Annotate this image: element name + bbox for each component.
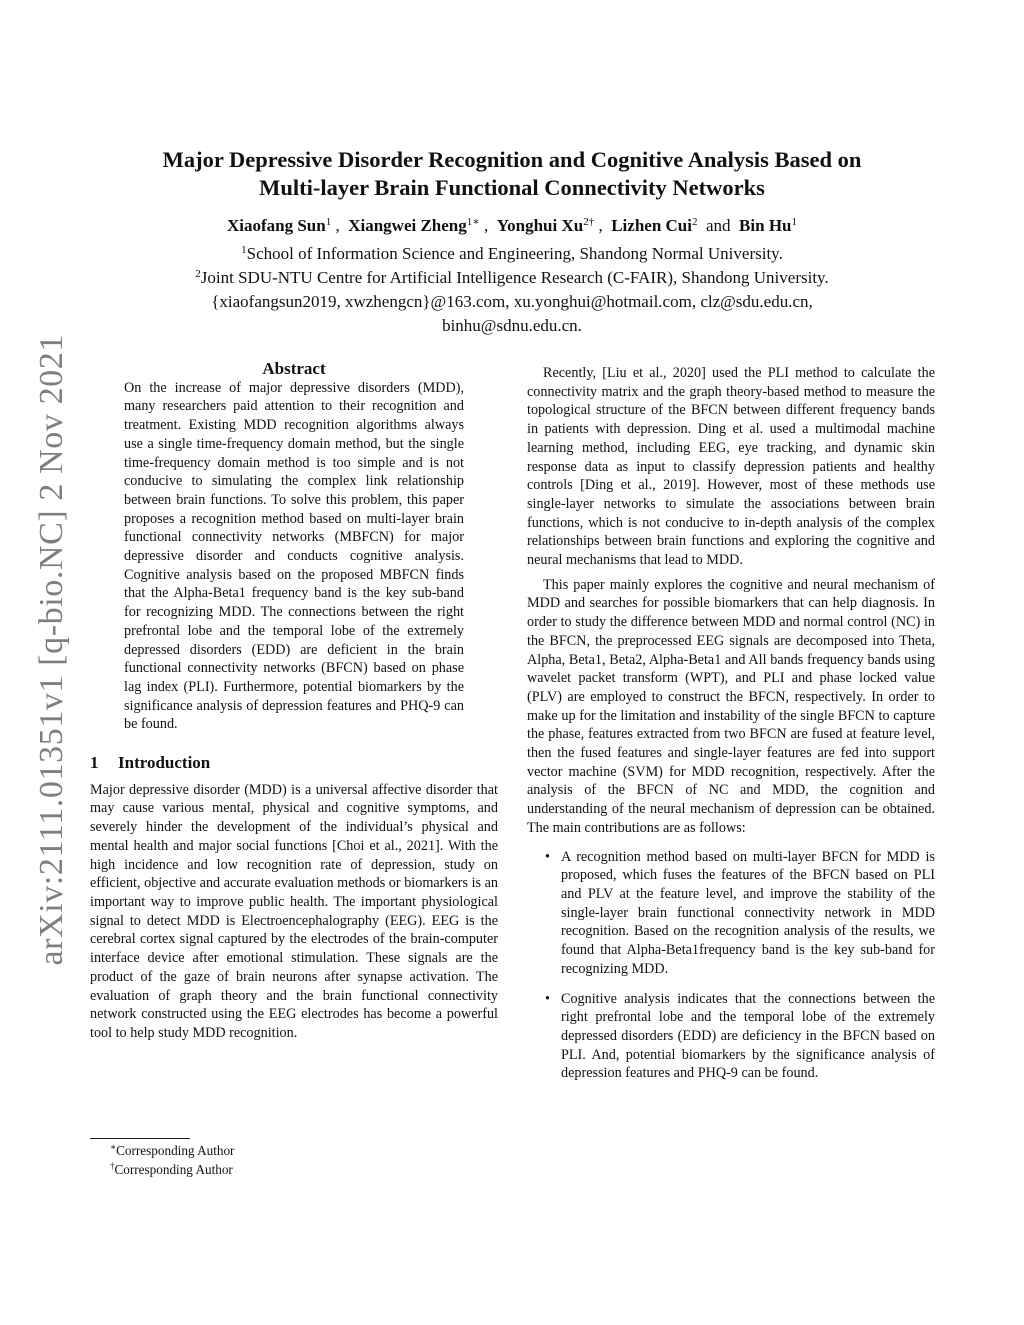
affiliation-line: $^1$School of Information Science and Engineering, Shandong Normal University. [241,244,783,263]
list-item: • A recognition method based on multi-layer BFCN for MDD is proposed, which fuses the features of the BFCN based on PLI and PLV at the feature level, and improve the stability of the single-layer brain functional connectivity network in MDD recognition. Based on the recognition analysis of the results, we found that Alpha-Beta1frequency band is the key sub-band for recognizing MDD. [545,848,935,977]
author-affil-mark: 1 [325,216,332,228]
abstract-heading: Abstract [262,359,326,378]
intro-paragraph: Major depressive disorder (MDD) is a universal affective disorder that may cause various mental, physical and cognitive symptoms, and severely hinder the development of the individual’s physical and mental health and major social functions [Choi et al., 2021]. With the high incidence and low recognition rate of depression, study on efficient, objective and accurate evaluation methods or biomarkers is an important way to improve public health. The important physiological signal to detect MDD is Electroencephalography (EEG). EEG is the cerebral cortex signal captured by the electrodes of the brain-computer interface device after emotional stimulation. These signals are the product of the gaze of brain neurons after synapse activation. The evaluation of graph theory and the brain functional connectivity network constructed using the EEG electrodes has become a powerful tool to help study MDD recognition. [90,781,498,1041]
author-affil-mark: 2† [583,216,595,228]
author-name: Lizhen Cui [611,216,692,235]
right-column [527,364,935,1094]
author-name: Xiaofang Sun [226,216,326,235]
left-column [90,360,498,1043]
footnote: †Corresponding Author [110,1160,233,1177]
bullet-icon: • [545,990,550,1007]
contribution-list [527,848,935,1083]
arxiv-identifier: arXiv:2111.01351v1 [q-bio.NC] 2 Nov 2021 [33,334,70,966]
footnotes [110,1142,234,1179]
author-affil-mark: 2 [692,216,698,228]
author-name: Xiangwei Zheng [348,216,467,235]
author-name: Yonghui Xu [496,216,584,235]
body-paragraph: This paper mainly explores the cognitive and neural mechanism of MDD and searches for possible biomarkers that can help diagnosis. In order to study the difference between MDD and normal control (NC) in the BFCN, the preprocessed EEG signals are decomposed into Theta, Alpha, Beta1, Beta2, Alpha-Beta1 and All bands frequency bands using wavelet packet transform (WPT), and PLI and phase locked value (PLV) are employed to construct the BFCN, respectively. In order to make up for the limitation and instability of the single BFCN to capture the phase, features extracted from two BFCN are fused at feature level, then the fused features and single-layer features are fed into support vector machine (SVM) for MDD recognition, respectively. After the analysis of the BFCN of NC and MDD, the cognition and understanding of the neural mechanism of depression can be obtained. The main contributions are as follows: [527,576,935,836]
section-title: Introduction [118,753,211,773]
email-line: {xiaofangsun2019, xwzhengcn}@163.com, xu.yonghui@hotmail.com, clz@sdu.edu.cn, [211,292,813,311]
arxiv-side-stamp [32,334,72,966]
section-number: 1 [90,753,99,773]
paper-title [100,146,924,202]
body-paragraph: Recently, [Liu et al., 2020] used the PLI method to calculate the connectivity matrix and the graph theory-based method to measure the topological structure of the BFCN between different frequency bands in patients with depression. Ding et al. used a multimodal machine learning method, including EEG, eye tracking, and dynamic skin response data as input to classify depression patients and healthy controls [Ding et al., 2019]. However, most of these methods use single-layer networks to simulate the associations between brain functions, which is not conducive to in-depth analysis of the complex relationships between brain functions and exploring the cognitive and neural mechanisms that lead to MDD. [527,365,935,569]
abstract-text: On the increase of major depressive disorders (MDD), many researchers paid attention to their recognition and treatment. Existing MDD recognition algorithms always use a single time-frequency domain method, but the single time-frequency domain method is too simple and is not conducive to simulating the complex link relationship between brain functions. To solve this problem, this paper proposes a recognition method based on multi-layer brain functional connectivity networks (MBFCN) for major depressive disorder and conducts cognitive analysis. Cognitive analysis based on the proposed MBFCN finds that the Alpha-Beta1 frequency band is the key sub-band for recognizing MDD. The connections between the right prefrontal lobe and the temporal lobe of the extremely depressed disorders (EDD) are deficient in the brain functional connectivity networks (BFCN) based on phase lag index (PLI). Furthermore, potential biomarkers by the significance analysis of depression features and PHQ-9 can be found. [124,379,464,733]
title-line-2: Multi-layer Brain Functional Connectivity Networks [259,175,765,200]
section-heading-introduction [90,754,498,773]
title-line-1: Major Depressive Disorder Recognition and Cognitive Analysis Based on [162,147,862,172]
author-list: Xiaofang Sun$^1$ , Xiangwei Zheng$^{1∗}$ , Yonghui $Xu^{2\dagger}$ , Lizhen Cui$^2$ and Bin Hu$^1$ [226,216,797,235]
email-line: binhu@sdnu.edu.cn. [442,316,582,335]
author-affil-mark: 1 [791,216,797,228]
footnote: ∗Corresponding Author [110,1142,235,1158]
affiliations [100,242,924,338]
author-name: Bin Hu [739,216,792,235]
list-item: • Cognitive analysis indicates that the connections between the right prefrontal lobe and the temporal lobe of the extremely depressed disorders (EDD) are deficiency in the BFCN based on PLI. And, potential biomarkers by the significance analysis of depression features and PHQ-9 can be found. [545,990,935,1082]
footnote-divider [90,1138,190,1139]
author-and: and [706,216,731,235]
affiliation-line: $^2$Joint SDU-NTU Centre for Artificial Intelligence Research (C-FAIR), Shandong University. [195,268,829,287]
bullet-icon: • [545,848,550,865]
author-affil-mark: 1∗ [466,216,480,228]
